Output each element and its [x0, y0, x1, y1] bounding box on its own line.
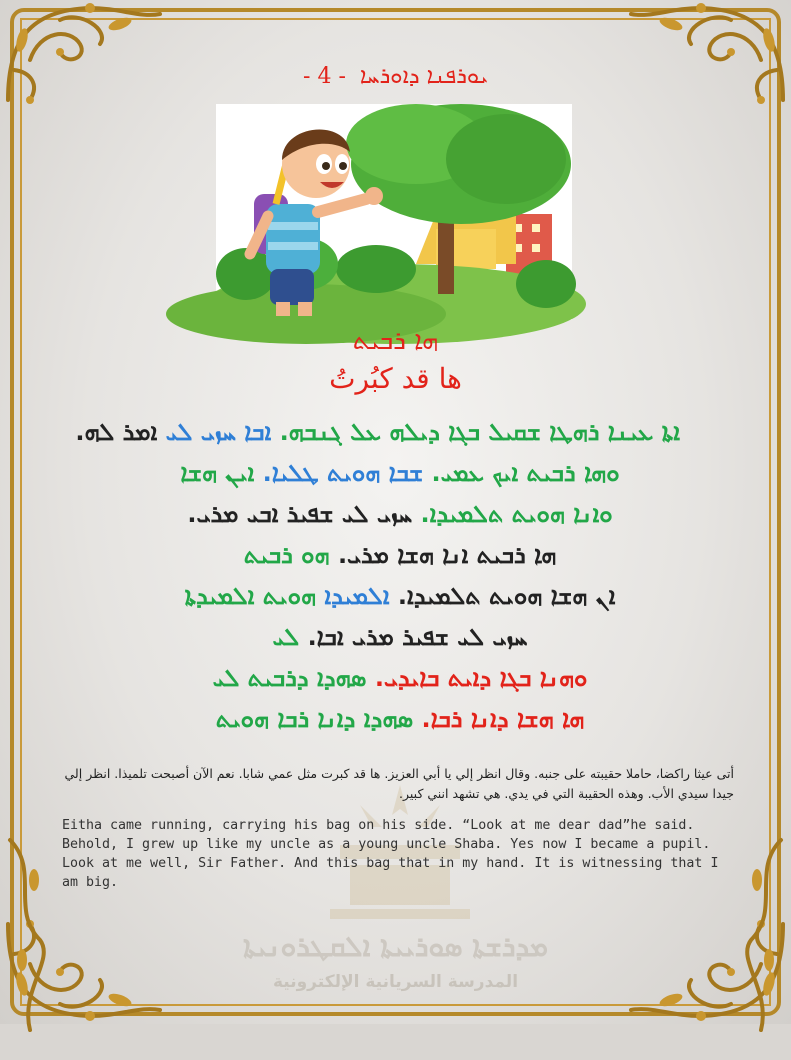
- syriac-phrase: ܘܗܢܐ ܒܓܐ ܕܐܝܬ ܒܐܝܕܝ.: [374, 664, 588, 692]
- syriac-phrase: ܗܐ ܪܒܝܬ ܐܢܐ ܗܫܐ ܡܪܝ.: [337, 541, 557, 569]
- lesson-heading-syriac: ܝܘܪܦܢܐ ܕܐܘܪܚܐ: [359, 64, 488, 89]
- lesson-number: - 4 -: [303, 64, 346, 89]
- corner-ornament-icon: [0, 0, 170, 110]
- arabic-translation: أتى عيثا راكضا، حاملا حقيبته على جنبه. وقال انظر إلي يا أبي العزيز. ها قد كبرت مثل عمي شابا. نعم الآن أصبحت تلميذا. انظر إلي جيدا سيدي الأب. وهذه الحقيبة التي في يدي. هي تشهد انني كبير.: [64, 766, 734, 801]
- story-title-arabic: ها قد كبُرتُ: [329, 362, 462, 395]
- syriac-line: [75, 412, 680, 453]
- syriac-phrase: ܐܡܪ ܠܗ.: [75, 418, 158, 446]
- school-name-arabic: المدرسة السريانية الإلكترونية: [272, 972, 519, 992]
- corner-ornament-icon: [621, 0, 791, 110]
- syriac-line: [120, 658, 680, 699]
- lesson-heading: [0, 64, 791, 89]
- story-title-syriac: ܗܐ ܪܒܝܬ: [352, 326, 439, 356]
- syriac-phrase: ܚܙܝ ܠܝ ܫܦܝܪ ܡܪܝ ܐܒܐ.: [307, 623, 528, 651]
- boy-running-illustration: [216, 104, 572, 320]
- syriac-phrase: ܣܗܕܐ ܕܐܢܐ ܪܒܐ ܗܘܝܬ: [215, 705, 414, 733]
- syriac-line: [120, 576, 680, 617]
- syriac-phrase: ܗܘ ܪܒܝܬ: [243, 541, 330, 569]
- syriac-phrase: ܐܒܐ ܚܙܝ ܠܝ: [165, 418, 272, 446]
- syriac-phrase: ܘܗܐ ܪܒܝܬ ܐܝܟ ܥܡܝ.: [431, 459, 620, 487]
- syriac-line: [120, 535, 680, 576]
- syriac-phrase: ܠܝ: [272, 623, 300, 651]
- syriac-phrase: ܗܘܝܬ ܐܠܡܝܕܬܐ: [184, 582, 317, 610]
- syriac-phrase: ܐܠܡܝܕܐ: [324, 582, 390, 610]
- syriac-line: [120, 699, 680, 740]
- syriac-phrase: ܘܐܢܐ ܗܘܝܬ ܬܠܡܝܕܐ.: [420, 500, 613, 528]
- syriac-line: [120, 617, 680, 658]
- english-translation: Eitha came running, carrying his bag on his side. “Look at me dear dad”he said. Behold, I grew up like my uncle as a young uncle Shaba. Yes now I became a pupil. Look at me well, Sir Father. And this bag that in my hand. It is witnessing that I am big.: [62, 818, 719, 890]
- syriac-phrase: ܐܢ ܗܫܐ ܗܘܝܬ ܬܠܡܝܕܐ.: [397, 582, 616, 610]
- syriac-phrase: ܣܗܕܐ ܕܪܒܝܬ ܠܝ: [212, 664, 367, 692]
- syriac-phrase: ܗܐ ܗܫܐ ܕܐܢܐ ܪܒܐ.: [421, 705, 585, 733]
- syriac-phrase: ܫܒܐ ܗܘܝܬ ܛܠܝܐ.: [262, 459, 424, 487]
- syriac-phrase: ܐܬܐ ܥܝܢܐ ܪܗܛܐ ܫܩܝܠ ܒܓܐ ܕܝܠܗ ܥܠ ܓܢܒܗ.: [279, 418, 680, 446]
- syriac-text: [75, 412, 680, 740]
- syriac-line: [120, 494, 680, 535]
- school-name-syriac: ܡܕܪܫܬܐ ܣܘܪܝܝܬܐ ܐܠܩܛܪܘܢܝܬܐ: [243, 930, 548, 963]
- syriac-line: [120, 453, 680, 494]
- syriac-phrase: ܐܝܢ ܗܫܐ: [180, 459, 255, 487]
- syriac-phrase: ܚܙܝ ܠܝ ܫܦܝܪ ܐܒܝ ܡܪܝ.: [187, 500, 413, 528]
